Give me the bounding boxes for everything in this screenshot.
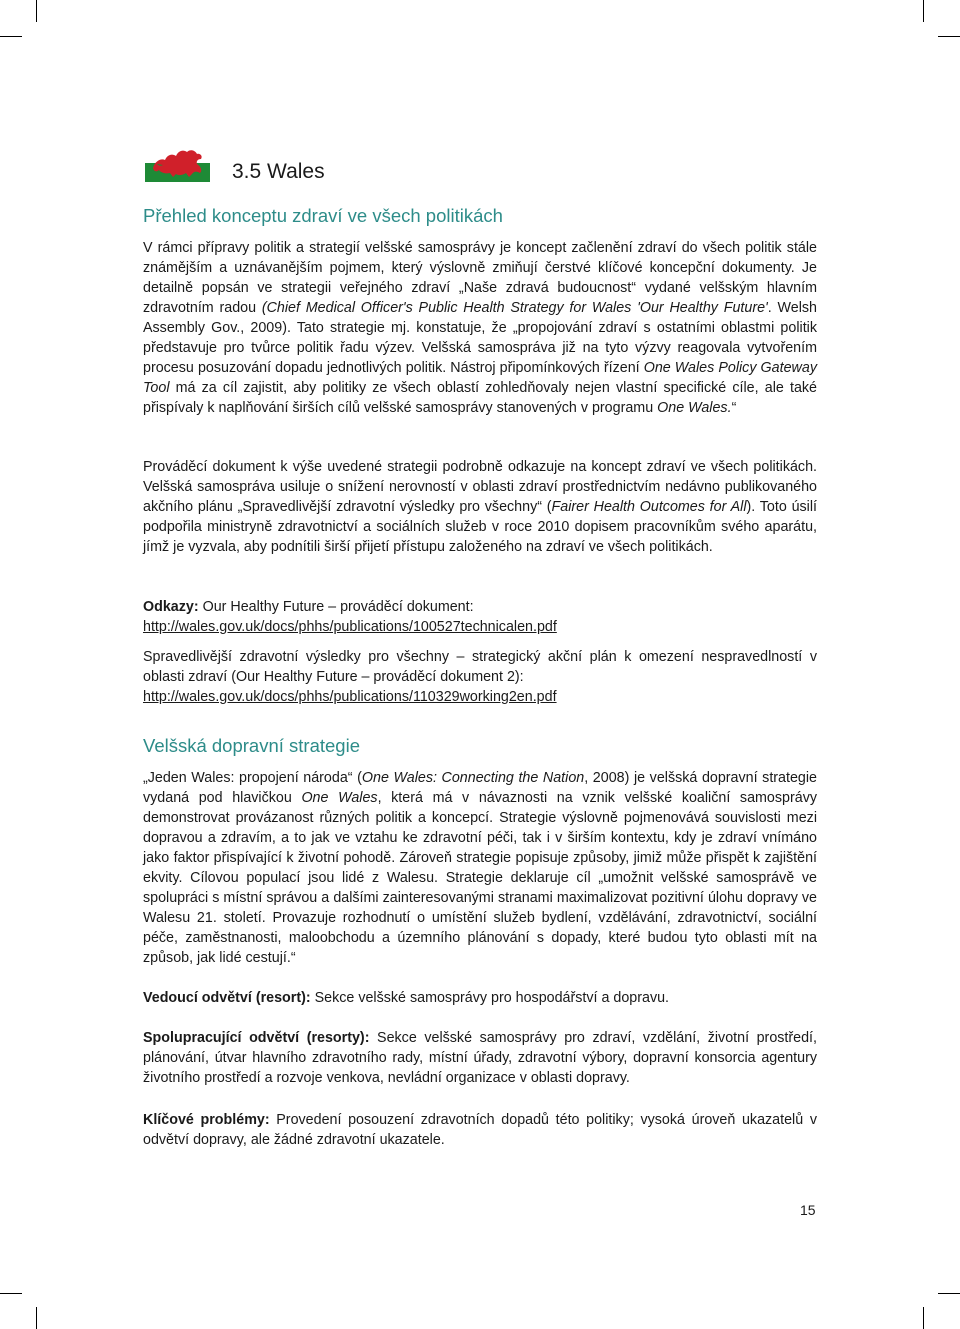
heading-transport-strategy: Velšská dopravní strategie: [143, 735, 360, 756]
section-title: 3.5 Wales: [232, 160, 325, 183]
crop-mark: [938, 36, 960, 37]
cooperating-sectors-label: Spolupracující odvětví (resorty):: [143, 1030, 370, 1046]
page-number: 15: [800, 1202, 816, 1218]
references-label: Odkazy:: [143, 599, 199, 615]
crop-mark: [923, 1307, 924, 1329]
reference-second: Spravedlivější zdravotní výsledky pro všechny – strategický akční plán k omezení nespravedlností v oblasti zdraví (Our Healthy Future – prováděcí dokument 2): http://wales.gov.uk/docs/phhs/publications/110329working2en.pdf: [143, 649, 817, 705]
paragraph-intro: V rámci přípravy politik a strategií velšské samosprávy je koncept začlenění zdraví do všech politik stále známějším a uznávanějším pojmem, který výslovně zmiňují čerstvé klíčové koncepční dokumenty. Je detailně popsán ve strategii veřejného zdraví „Naše zdravá budoucnost“ vydané velšským hlavním zdravotním radou (Chief Medical Officer's Public Health Strategy for Wales 'Our Healthy Future'. Welsh Assembly Gov., 2009). Tato strategie mj. konstatuje, že „propojování zdraví s ostatními oblastmi politik představuje pro tvůrce politik řadu výzev. Velšská samospráva již na tyto výzvy reagovala vytvořením procesu posuzování dopadu jednotlivých politik. Nástroj připomínkových řízení One Wales Policy Gateway Tool má za cíl zajistit, aby politiky ze všech oblastí zohledňovaly nejen vlastní specifické cíle, ale také přispívaly k naplňování širších cílů velšské samosprávy stanovených v programu One Wales.“: [143, 240, 817, 416]
paragraph-implementation: Prováděcí dokument k výše uvedené strategii podrobně odkazuje na koncept zdraví ve všech politikách. Velšská samospráva usiluje o snížení nerovností v oblasti zdraví prostřednictvím nedávno publikovaného akčního plánu „Spravedlivější zdravotní výsledky pro všechny“ (Fairer Health Outcomes for All). Toto úsilí podpořila ministryně zdravotnictví a sociálních služeb v roce 2010 dopisem pracovníkům svého aparátu, jímž je vyzvala, aby podnítili širší přijetí přístupu založeného na zdraví ve všech politikách.: [143, 459, 817, 555]
crop-mark: [938, 1293, 960, 1294]
wales-flag-icon: [145, 144, 210, 182]
crop-mark: [36, 0, 37, 22]
reference-link-1[interactable]: http://wales.gov.uk/docs/phhs/publications/100527technicalen.pdf: [143, 619, 557, 635]
crop-mark: [36, 1307, 37, 1329]
key-issues: Klíčové problémy: Provedení posouzení zdravotních dopadů této politiky; vysoká úroveň ukazatelů v odvětví dopravy, ale žádné zdravotní ukazatele.: [143, 1112, 817, 1148]
cooperating-sectors: Spolupracující odvětví (resorty): Sekce velšské samosprávy pro zdraví, vzdělání, životní prostředí, plánování, útvar hlavního zdravotního rady, místní úřady, zdravotní výbory, dopravní konsorcia agentury životního prostředí a rozvoje venkova, nevládní organizace v oblasti dopravy.: [143, 1030, 818, 1086]
heading-hiap-overview: Přehled konceptu zdraví ve všech politikách: [143, 205, 503, 226]
crop-mark: [0, 1293, 22, 1294]
references-block: Odkazy: Our Healthy Future – prováděcí dokument: http://wales.gov.uk/docs/phhs/publications/100527technicalen.pdf: [143, 599, 557, 635]
crop-mark: [923, 0, 924, 22]
key-issues-label: Klíčové problémy:: [143, 1112, 270, 1128]
crop-mark: [0, 36, 22, 37]
paragraph-transport: „Jeden Wales: propojení národa“ (One Wales: Connecting the Nation, 2008) je velšská dopravní strategie vydaná pod hlavičkou One Wales, která má v návaznosti na vznik velšské koaliční samosprávy demonstrovat provázanost různých politik a koncepcí. Strategie výslovně pojmenovává souvislosti mezi dopravou a zdravím, a to jak ve vztahu ke zdravotní péči, tak i v širším kontextu, kdy je zdraví vnímáno jako faktor přispívající k životní pohodě. Zároveň strategie popisuje způsoby, jimiž může přispět k zajištění ekvity. Cílovou populací jsou lidé z Walesu. Strategie deklaruje cíl „umožnit velšské samosprávě ve spolupráci s místní správou a dalšími zainteresovanými stranami maximalizovat pozitivní úlohu dopravy ve Walesu 21. století. Provazuje rozhodnutí o umístění služeb bydlení, vzdělávání, zdravotnictví, sociální péče, zaměstnanosti, maloobchodu a územního plánování s dopady, které budou tyto oblasti mít na způsob, jak lidé cestují.“: [143, 770, 818, 966]
lead-sector: Vedoucí odvětví (resort): Sekce velšské samosprávy pro hospodářství a dopravu.: [143, 990, 670, 1006]
reference-link-2[interactable]: http://wales.gov.uk/docs/phhs/publications/110329working2en.pdf: [143, 689, 557, 705]
lead-sector-label: Vedoucí odvětví (resort):: [143, 990, 311, 1006]
